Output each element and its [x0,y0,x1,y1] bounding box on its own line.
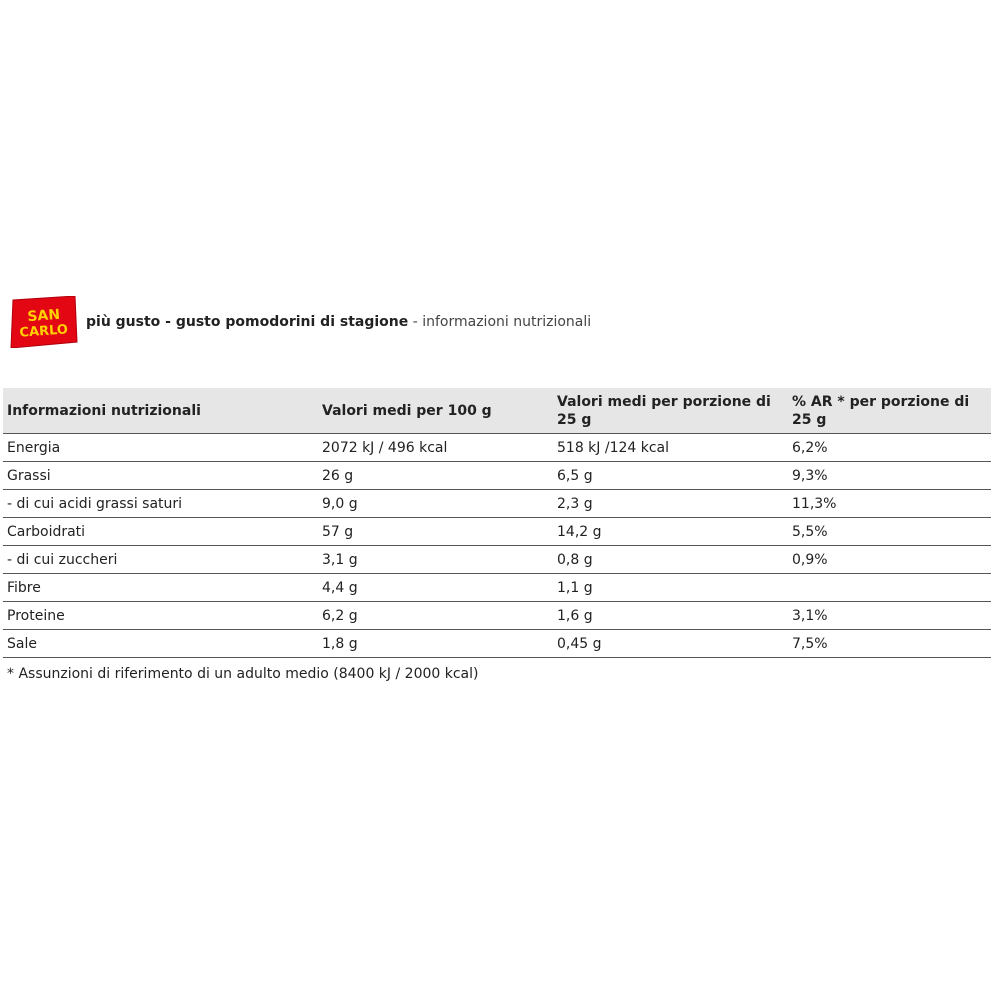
cell-reference-intake: 9,3% [788,462,991,490]
table-row [3,434,991,462]
cell-per-portion: 2,3 g [553,490,788,518]
table-row [3,546,991,574]
cell-per-100g: 3,1 g [318,546,553,574]
cell-per-portion: 1,6 g [553,602,788,630]
cell-nutrient: Carboidrati [3,518,318,546]
cell-per-100g: 4,4 g [318,574,553,602]
cell-reference-intake: 3,1% [788,602,991,630]
table-row [3,574,991,602]
table-row [3,602,991,630]
table-header-row [3,388,991,434]
table-row [3,490,991,518]
column-header-reference-intake: % AR * per porzione di 25 g [788,388,991,434]
logo-text-line1: SAN [26,306,61,326]
nutrition-table [3,388,991,658]
cell-reference-intake: 11,3% [788,490,991,518]
cell-reference-intake [788,574,991,602]
cell-nutrient: Sale [3,630,318,658]
cell-nutrient: Fibre [3,574,318,602]
cell-reference-intake: 5,5% [788,518,991,546]
cell-nutrient: - di cui zuccheri [3,546,318,574]
cell-nutrient: - di cui acidi grassi saturi [3,490,318,518]
cell-per-portion: 6,5 g [553,462,788,490]
cell-per-portion: 14,2 g [553,518,788,546]
cell-per-100g: 57 g [318,518,553,546]
cell-nutrient: Proteine [3,602,318,630]
cell-nutrient: Grassi [3,462,318,490]
cell-reference-intake: 7,5% [788,630,991,658]
cell-per-portion: 0,8 g [553,546,788,574]
logo-text-line2: CARLO [19,322,69,341]
product-name: più gusto - gusto pomodorini di stagione [86,314,409,330]
cell-per-portion: 0,45 g [553,630,788,658]
header [10,295,591,349]
cell-per-portion: 1,1 g [553,574,788,602]
page-title [86,314,591,330]
title-separator: - [408,314,423,330]
san-carlo-logo [10,296,78,348]
table-row [3,462,991,490]
cell-reference-intake: 0,9% [788,546,991,574]
table-row [3,630,991,658]
cell-per-100g: 26 g [318,462,553,490]
column-header-per-portion: Valori medi per porzione di 25 g [553,388,788,434]
cell-reference-intake: 6,2% [788,434,991,462]
cell-per-portion: 518 kJ /124 kcal [553,434,788,462]
cell-per-100g: 6,2 g [318,602,553,630]
column-header-per-100g: Valori medi per 100 g [318,388,553,434]
footnote: * Assunzioni di riferimento di un adulto medio (8400 kJ / 2000 kcal) [7,666,479,682]
cell-per-100g: 2072 kJ / 496 kcal [318,434,553,462]
cell-per-100g: 9,0 g [318,490,553,518]
column-header-nutrient: Informazioni nutrizionali [3,388,318,434]
section-name: informazioni nutrizionali [422,314,592,330]
table-row [3,518,991,546]
cell-per-100g: 1,8 g [318,630,553,658]
cell-nutrient: Energia [3,434,318,462]
